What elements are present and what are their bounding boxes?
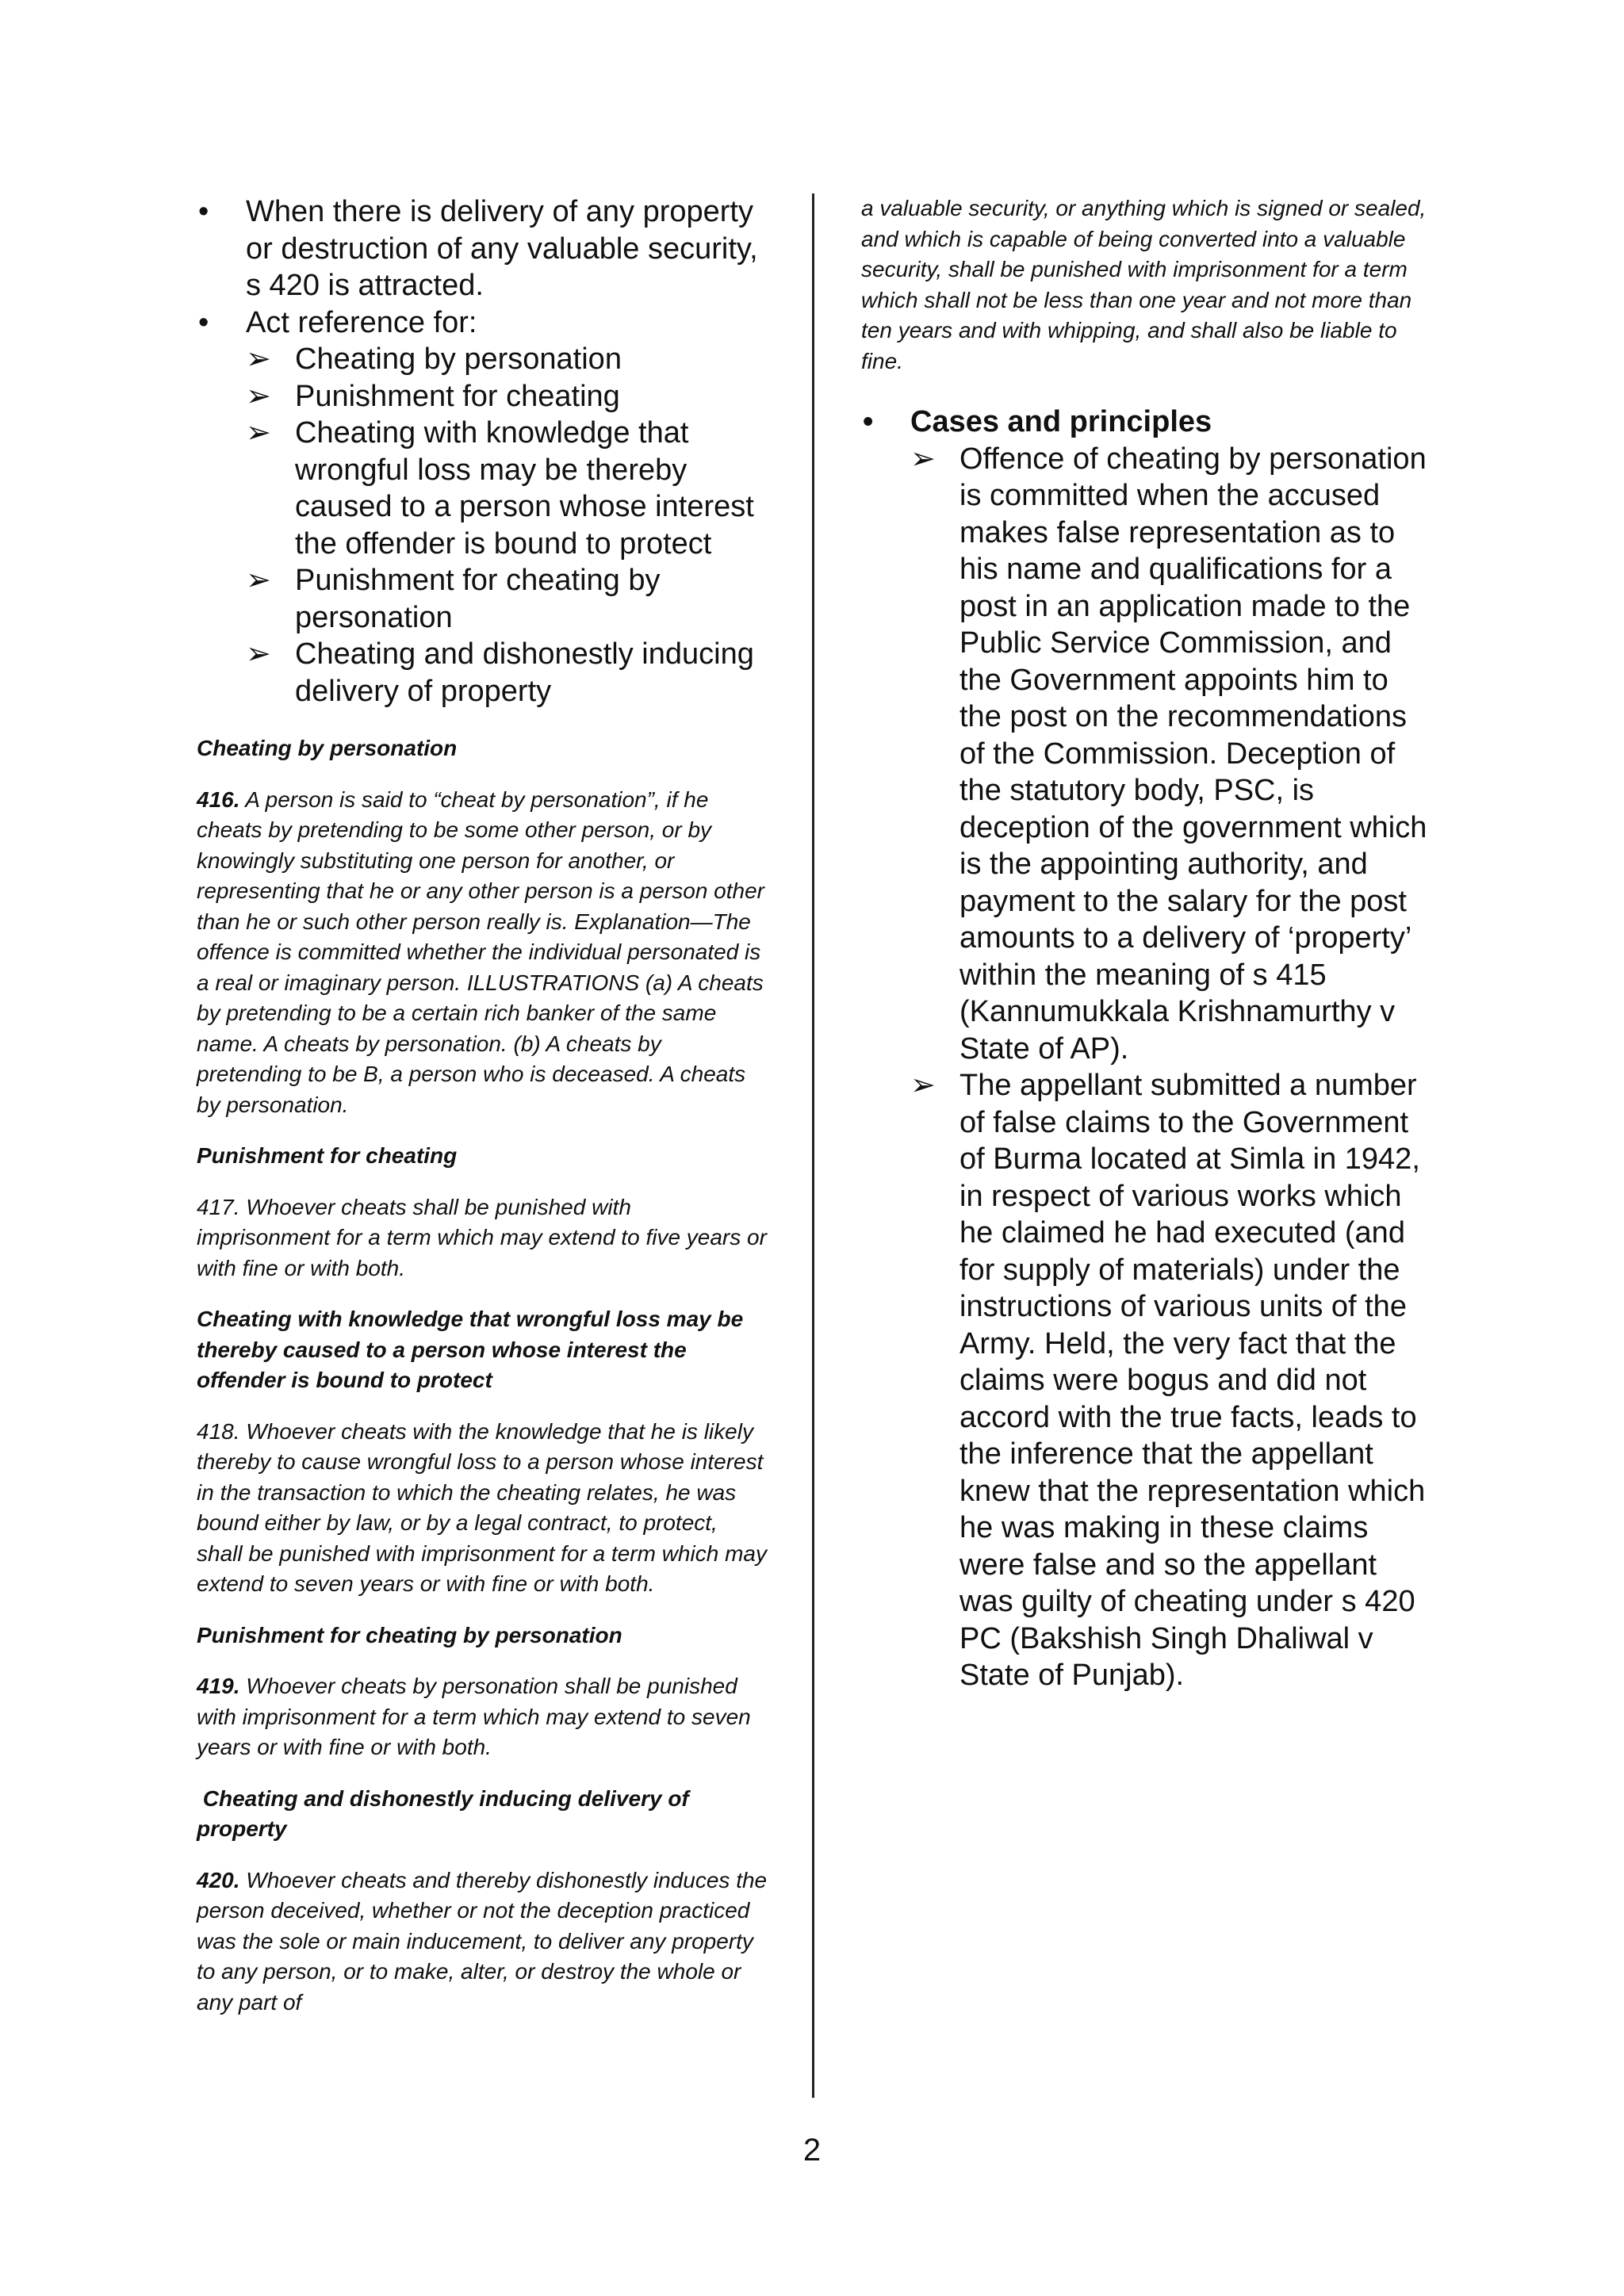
act-ref-item: ➢ Punishment for cheating xyxy=(197,378,769,415)
bullet-icon: • xyxy=(863,405,874,438)
arrow-bullet-icon: ➢ xyxy=(910,1069,936,1102)
section-417-heading: Punishment for cheating xyxy=(197,1143,458,1168)
arrow-bullet-icon: ➢ xyxy=(910,442,936,476)
section-418-heading: Cheating with knowledge that wrongful loss may be thereby caused to a person whose interest the offender is bound to protect xyxy=(197,1307,744,1392)
act-ref-item: ➢ Cheating by personation xyxy=(197,341,769,378)
section-420-text: 420. Whoever cheats and thereby dishonestly induces the person deceived, whether or not the deception practiced was the sole or main inducement, to deliver any property to any person, or to make, alter, or destroy the whole or any part of xyxy=(197,1867,768,2015)
arrow-bullet-icon: ➢ xyxy=(246,637,271,671)
bullet-icon: • xyxy=(198,305,209,339)
right-column xyxy=(861,193,1432,1694)
bullet-icon: • xyxy=(198,195,209,228)
case-item: ➢ The appellant submitted a number of false claims to the Government of Burma located at Simla in 1942, in respect of various works which he claimed he had executed (and for supply of materials) under the instructions of various units of the Army. Held, the very fact that the claims were bogus and did not accord with the true facts, leads to the inference that the appellant knew that the representation which he was making in these claims were false and so the appellant was guilty of cheating under s 420 PC (Bakshish Singh Dhaliwal v State of Punjab). xyxy=(910,1069,1426,1692)
act-ref-item: ➢ Cheating with knowledge that wrongful loss may be thereby caused to a person whose interest the offender is bound to protect xyxy=(246,416,754,561)
section-420-continued: a valuable security, or anything which is signed or sealed, and which is capable of being converted into a valuable security, shall be punished with imprisonment for a term which shall not be less than one year and not more than ten years and with whipping, and shall also be liable to fine. xyxy=(861,196,1427,373)
arrow-bullet-icon: ➢ xyxy=(246,379,271,413)
section-419-heading: Punishment for cheating by personation xyxy=(197,1622,622,1647)
section-417-text: 417. Whoever cheats shall be punished with imprisonment for a term which may extend to five years or with fine or with both. xyxy=(197,1194,767,1280)
bullet-delivery: • When there is delivery of any property or destruction of any valuable security, s 420 is attracted. xyxy=(198,195,758,302)
section-416-text: 416. A person is said to “cheat by personation”, if he cheats by pretending to be some other person, or by knowingly substituting one person for another, or representing that he or any other person is a person other than he or such other person really is. Explanation—The offence is committed whether the individual personated is a real or imaginary person. ILLUSTRATIONS (a) A cheats by pretending to be a certain rich banker of the same name. A cheats by personation. (b) A cheats by pretending to be B, a person who is deceased. A cheats by personation. xyxy=(197,786,764,1117)
arrow-bullet-icon: ➢ xyxy=(246,416,271,450)
case-item: ➢ Offence of cheating by personation is committed when the accused makes false representation as to his name and qualifications for a post in an application made to the Public Service Commission, and the Government appoints him to the post on the recommendations of the Commission. Deception of the statutory body, PSC, is deception of the government which is the appointing authority, and payment to the salary for the post amounts to a delivery of ‘property’ within the meaning of s 415 (Kannumukkala Krishnamurthy v State of AP). xyxy=(910,442,1427,1066)
left-column xyxy=(197,193,769,2018)
column-divider xyxy=(812,193,814,2098)
section-418-text: 418. Whoever cheats with the knowledge that he is likely thereby to cause wrongful loss to a person whose interest in the transaction to which the cheating relates, he was bound either by law, or by a legal contract, to protect, shall be punished with imprisonment for a term which may extend to seven years or with fine or with both. xyxy=(197,1418,767,1596)
arrow-bullet-icon: ➢ xyxy=(246,342,271,376)
page-number: 2 xyxy=(802,2133,822,2168)
section-420-heading: Cheating and dishonestly inducing delivery of property xyxy=(197,1785,695,1841)
section-419-text: 419. Whoever cheats by personation shall be punished with imprisonment for a term which may extend to seven years or with fine or with both. xyxy=(197,1674,751,1759)
act-ref-item: ➢ Cheating and dishonestly inducing delivery of property xyxy=(246,637,754,708)
arrow-bullet-icon: ➢ xyxy=(246,564,271,597)
bullet-act-reference: • Act reference for: xyxy=(197,304,769,342)
section-416-heading: Cheating by personation xyxy=(197,736,458,760)
act-ref-item: ➢ Punishment for cheating by personation xyxy=(246,564,661,634)
cases-heading: • Cases and principles xyxy=(861,404,1432,441)
